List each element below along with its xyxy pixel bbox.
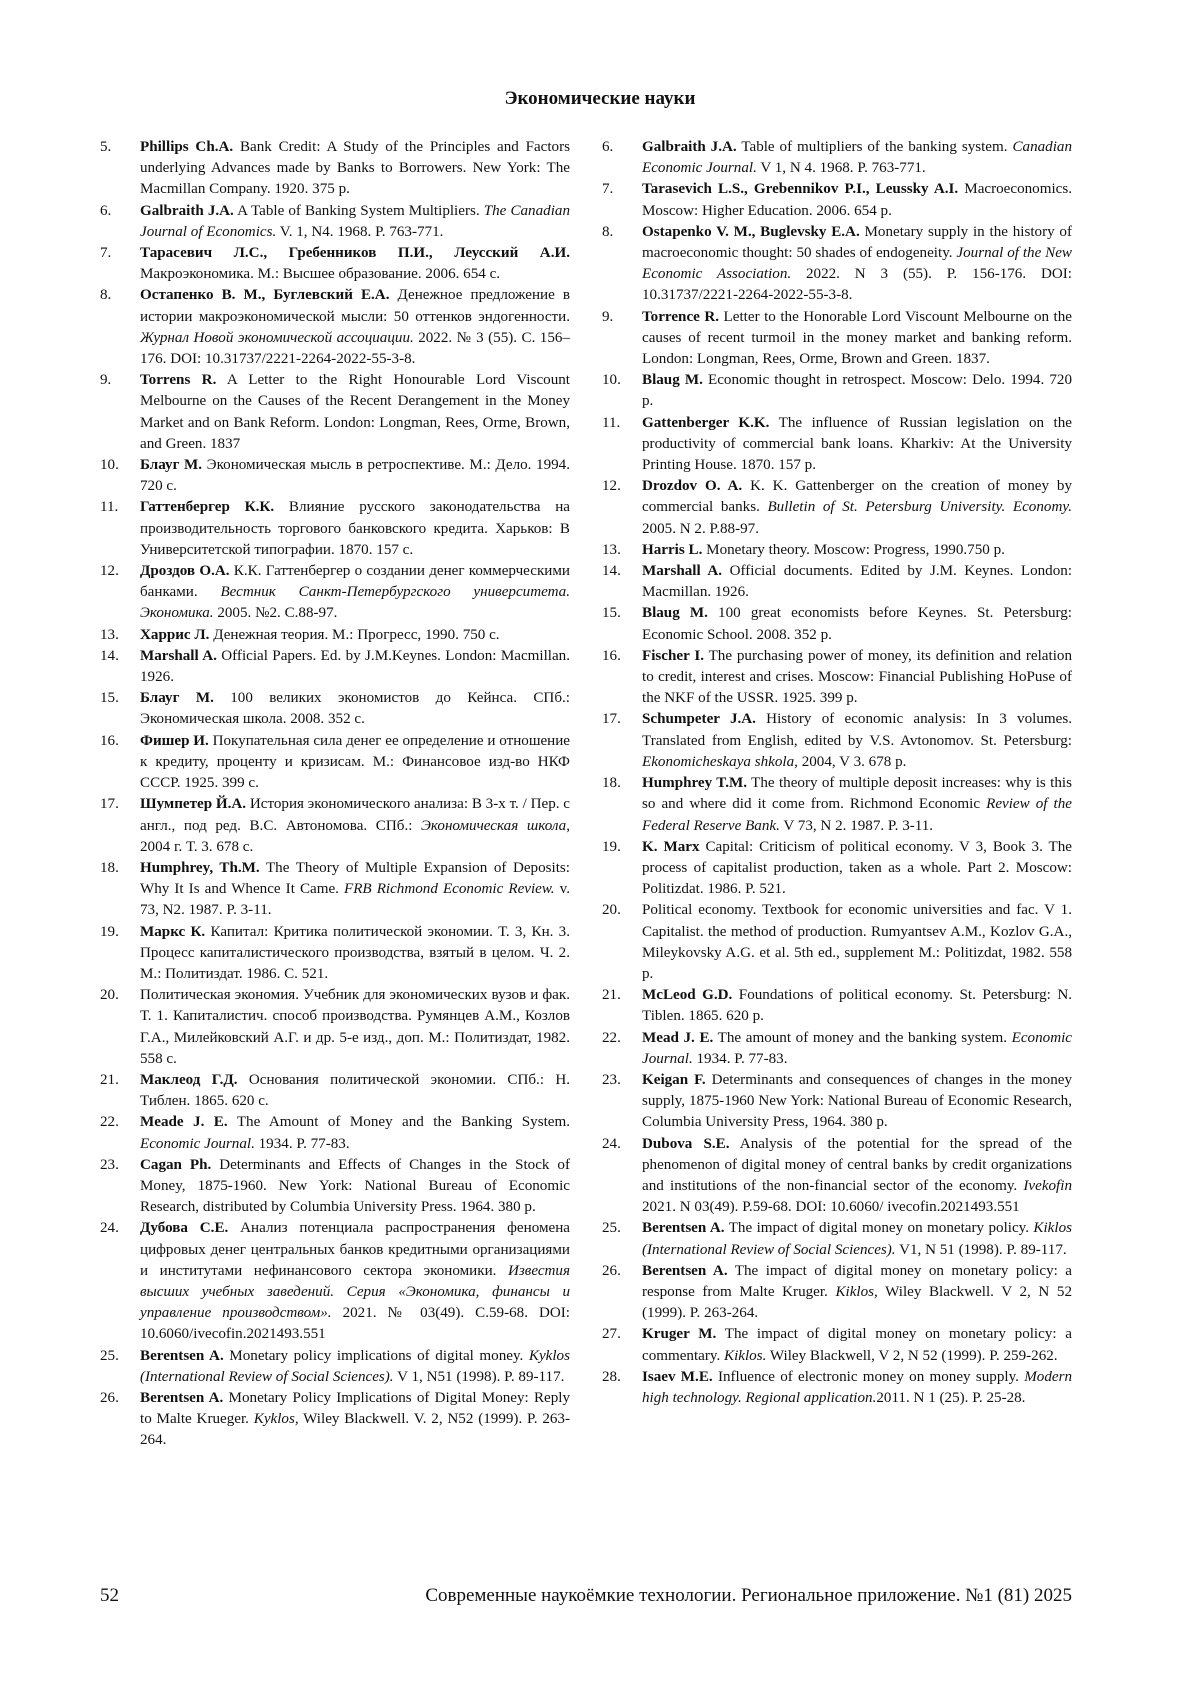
reference-source: Kiklos. xyxy=(724,1347,767,1364)
reference-source: Economic Journal. xyxy=(642,1029,1072,1067)
reference-number: 14. xyxy=(100,647,119,664)
reference-text: 2021. № 03(49). С.59-68. DOI: 10.6060/ivecofin.2021493.551 xyxy=(140,1305,570,1343)
reference-item xyxy=(602,137,1072,179)
reference-text: Анализ потенциала распространения феномена цифровых денег центральных банков кредитными организациями и институтами нефинансового сектора экономики. xyxy=(140,1220,570,1279)
reference-text: Monetary policy implications of digital money. xyxy=(223,1347,529,1364)
reference-text: Capital: Criticism of political economy. V 3, Book 3. The process of capitalist production, taken as a whole. Part 2. Moscow: Politizdat. 1986. P. 521. xyxy=(642,838,1072,898)
reference-source: Canadian Economic Journal. xyxy=(642,139,1072,177)
reference-item xyxy=(602,773,1072,837)
reference-item xyxy=(100,794,570,858)
reference-item xyxy=(602,413,1072,477)
reference-author: Маклеод Г.Д. xyxy=(140,1071,238,1088)
reference-number: 20. xyxy=(100,987,119,1004)
reference-text: Экономическая мысль в ретроспективе. М.: Дело. 1994. 720 с. xyxy=(140,457,570,495)
reference-number: 20. xyxy=(602,902,621,919)
reference-text: Letter to the Honorable Lord Viscount Melbourne on the causes of recent turmoil in the money market and banking reform. London: Longman, Rees, Orme, Brown and Green. 1837. xyxy=(642,308,1072,368)
reference-author: Humphrey, Th.M. xyxy=(140,859,260,876)
reference-source: Вестник Санкт-Петербургского университета. Экономика. xyxy=(140,584,570,622)
reference-number: 9. xyxy=(100,372,112,389)
reference-text: 2005. №2. С.88-97. xyxy=(213,605,338,622)
reference-author: Schumpeter J.A. xyxy=(642,711,756,728)
reference-text: History of economic analysis: In 3 volumes. Translated from English, edited by V.S. Avtonomov. St. Petersburg: xyxy=(642,711,1072,749)
reference-author: Torrence R. xyxy=(642,308,720,325)
section-title: Экономические науки xyxy=(504,88,696,109)
reference-author: Gattenberger K.K. xyxy=(642,414,770,431)
reference-author: Drozdov O. A. xyxy=(642,478,743,495)
reference-text: Покупательная сила денег ее определение и отношение к кредиту, проценту и кризисам. М.: Финансовое изд-во НКФ СССР. 1925. 399 с. xyxy=(140,732,570,792)
reference-text: 1934. P. 77-83. xyxy=(692,1050,788,1067)
reference-author: Блауг М. xyxy=(140,690,214,707)
reference-author: Blaug M. xyxy=(642,605,708,622)
reference-author: Ostapenko V. M., Buglevsky E.A. xyxy=(642,223,860,240)
reference-author: Шумпетер Й.А. xyxy=(140,796,247,813)
reference-number: 24. xyxy=(602,1135,621,1152)
reference-item xyxy=(602,561,1072,603)
reference-item xyxy=(100,137,570,201)
reference-source: Kyklos (International Review of Social Sciences). xyxy=(140,1347,570,1385)
reference-author: Marshall A. xyxy=(140,647,217,664)
reference-source: Review of the Federal Reserve Bank. xyxy=(642,796,1072,834)
reference-item xyxy=(100,922,570,986)
reference-text: The purchasing power of money, its definition and relation to credit, interest and crises. Moscow: Financial Publishing HoPuse of the NKF of the USSR. 1925. 399 p. xyxy=(642,647,1072,707)
reference-author: Fischer I. xyxy=(642,647,704,664)
reference-author: Blaug M. xyxy=(642,372,703,389)
reference-text: 2005. N 2. P.88-97. xyxy=(642,520,759,537)
reference-number: 8. xyxy=(602,223,614,240)
reference-text: Table of multipliers of the banking system. xyxy=(736,139,1013,155)
reference-text: 1934. P. 77-83. xyxy=(254,1135,350,1152)
reference-item xyxy=(602,646,1072,710)
reference-number: 28. xyxy=(602,1368,621,1385)
reference-text: , 2004, V 3. 678 p. xyxy=(794,753,907,770)
reference-item xyxy=(602,1324,1072,1366)
reference-text: Wiley Blackwell, V 2, N 52 (1999). P. 259-262. xyxy=(766,1347,1058,1364)
reference-item xyxy=(100,497,570,561)
reference-author: Galbraith J.A. xyxy=(642,139,737,155)
reference-number: 27. xyxy=(602,1326,621,1343)
reference-author: K. Marx xyxy=(642,838,700,855)
reference-author: Kruger M. xyxy=(642,1326,717,1343)
reference-text: 100 great economists before Keynes. St. Petersburg: Economic School. 2008. 352 p. xyxy=(642,605,1072,643)
reference-number: 18. xyxy=(602,775,621,792)
reference-author: Torrens R. xyxy=(140,372,217,389)
reference-text: Determinants and Effects of Changes in the Stock of Money, 1875-1960. New York: National Bureau of Economic Research, distributed by Columbia University Press. 1964. 380 p. xyxy=(140,1156,570,1216)
reference-text: К.К. Гаттенбергер о создании денег коммерческими банками. xyxy=(140,563,570,601)
reference-text: Foundations of political economy. St. Petersburg: N. Tiblen. 1865. 620 p. xyxy=(642,987,1072,1025)
reference-text: Official Papers. Ed. by J.M.Keynes. London: Macmillan. 1926. xyxy=(140,647,570,686)
reference-number: 10. xyxy=(100,457,119,474)
reference-item xyxy=(602,603,1072,645)
reference-number: 16. xyxy=(602,647,621,664)
reference-number: 22. xyxy=(100,1114,119,1131)
reference-text: Official documents. Edited by J.M. Keynes. London: Macmillan. 1926. xyxy=(642,563,1073,601)
reference-text: K. K. Gattenberger on the creation of money by commercial banks. xyxy=(642,478,1073,516)
reference-item xyxy=(100,1346,570,1388)
reference-item xyxy=(100,646,570,688)
reference-text: История экономического анализа: В 3-х т. / Пер. с англ., под ред. В.С. Автономова. СПб.: xyxy=(140,796,570,834)
reference-text: Политическая экономия. Учебник для экономических вузов и фак. Т. 1. Капиталистич. способ производства. Румянцев А.М., Козлов Г.А., Милейковский А.Г. и др. 5-е изд., доп. М.: Политиздат, 1982. 558 с. xyxy=(140,987,570,1067)
reference-item xyxy=(602,179,1072,221)
reference-number: 23. xyxy=(602,1071,621,1088)
reference-number: 10. xyxy=(602,372,621,389)
reference-text: Макроэкономика. М.: Высшее образование. 2006. 654 с. xyxy=(140,266,501,283)
reference-text: v. 73, N2. 1987. P. 3-11. xyxy=(140,881,570,919)
reference-text: Влияние русского законодательства на производительность торгового банковского кредита. Харьков: В Университетской типографии. 1870. 157 с. xyxy=(140,499,570,558)
reference-number: 13. xyxy=(602,541,621,558)
reference-text: The impact of digital money on monetary policy. xyxy=(724,1220,1034,1237)
reference-text: Macroeconomics. Moscow: Higher Education. 2006. 654 p. xyxy=(642,181,1072,219)
reference-number: 5. xyxy=(100,139,112,155)
reference-source: Economic Journal. xyxy=(140,1135,255,1152)
reference-text: Bank Credit: A Study of the Principles and Factors underlying Advances made by Banks to Borrowers. New York: The Macmillan Company. 1920. 375 p. xyxy=(140,139,570,198)
reference-text: Денежное предложение в истории макроэкономической мысли: 50 оттенков эндогенности. xyxy=(140,287,570,325)
reference-source: FRB Richmond Economic Review. xyxy=(343,881,555,898)
reference-text: 2022. N 3 (55). P. 156-176. DOI: 10.31737/2221-2264-2022-55-3-8. xyxy=(642,266,1072,304)
reference-author: Mead J. E. xyxy=(642,1029,714,1046)
reference-source: Kiklos (International Review of Social Sciences). xyxy=(642,1220,1072,1258)
reference-text: 2022. № 3 (55). С. 156–176. DOI: 10.31737/2221-2264-2022-55-3-8. xyxy=(140,329,570,368)
reference-item xyxy=(100,1070,570,1112)
reference-item xyxy=(602,985,1072,1027)
reference-author: Marshall A. xyxy=(642,563,723,580)
reference-author: Humphrey T.M. xyxy=(642,775,748,792)
reference-item xyxy=(100,625,570,646)
reference-number: 9. xyxy=(602,308,614,325)
reference-text: The Theory of Multiple Expansion of Deposits: Why It Is and Whence It Came. xyxy=(140,859,570,898)
reference-author: Berentsen A. xyxy=(140,1347,224,1364)
reference-text: V 1, N 4. 1968. P. 763-771. xyxy=(756,160,926,177)
reference-author: Harris L. xyxy=(642,541,703,558)
reference-number: 22. xyxy=(602,1029,621,1046)
reference-number: 17. xyxy=(100,796,119,813)
reference-item xyxy=(100,1218,570,1345)
reference-item xyxy=(602,540,1072,561)
reference-item xyxy=(100,285,570,370)
reference-item xyxy=(100,1155,570,1219)
reference-source: Bulletin of St. Petersburg University. Economy. xyxy=(767,499,1072,516)
reference-text: V 1, N51 (1998). P. 89-117. xyxy=(393,1368,565,1385)
reference-author: Тарасевич Л.С., Гребенников П.И., Леусский А.И. xyxy=(140,245,570,262)
reference-item xyxy=(100,561,570,625)
reference-source: Kiklos, xyxy=(835,1283,878,1300)
reference-author: Блауг М. xyxy=(140,457,203,474)
journal-title: Современные наукоёмкие технологии. Региональное приложение. №1 (81) 2025 xyxy=(425,1585,1072,1606)
reference-number: 25. xyxy=(602,1220,621,1237)
reference-text: The influence of Russian legislation on the productivity of commercial bank loans. Kharkiv: At the University Printing House. 1870. 157 p. xyxy=(642,414,1072,474)
reference-number: 12. xyxy=(602,478,621,495)
reference-item xyxy=(602,1028,1072,1070)
reference-item xyxy=(602,307,1072,371)
reference-number: 11. xyxy=(602,414,621,431)
reference-item xyxy=(100,985,570,1070)
references-right-column xyxy=(602,137,1072,1409)
reference-item xyxy=(602,1261,1072,1325)
reference-number: 7. xyxy=(100,245,112,262)
reference-source: Kyklos, xyxy=(253,1411,299,1428)
reference-number: 15. xyxy=(602,605,621,622)
reference-author: Berentsen A. xyxy=(140,1389,224,1406)
page-number: 52 xyxy=(100,1585,119,1606)
reference-item xyxy=(100,1388,570,1452)
reference-number: 18. xyxy=(100,859,119,876)
reference-author: Cagan Ph. xyxy=(140,1156,212,1173)
reference-item xyxy=(602,1367,1072,1409)
reference-text: The amount of money and the banking system. xyxy=(713,1029,1012,1046)
reference-text: V1, N 51 (1998). P. 89-117. xyxy=(895,1241,1067,1258)
reference-author: Isaev M.E. xyxy=(642,1368,713,1385)
reference-author: Phillips Ch.A. xyxy=(140,139,234,155)
reference-text: , 2004 г. Т. 3. 678 с. xyxy=(140,817,570,855)
reference-author: Дроздов О.А. xyxy=(140,563,230,580)
reference-text: Influence of electronic money on money supply. xyxy=(712,1368,1025,1385)
reference-number: 26. xyxy=(100,1389,119,1406)
reference-number: 25. xyxy=(100,1347,119,1364)
reference-number: 19. xyxy=(602,838,621,855)
reference-text: Monetary theory. Moscow: Progress, 1990.750 p. xyxy=(702,541,1005,558)
reference-author: Dubova S.E. xyxy=(642,1135,730,1152)
reference-text: Political economy. Textbook for economic universities and fac. V 1. Capitalist. the method of production. Rumyantsev A.M., Kozlov G.A., Mileykovsky A.G. et al. 5th ed., supplement M.: Politizdat, 1982. 558 p. xyxy=(642,902,1072,982)
reference-number: 23. xyxy=(100,1156,119,1173)
reference-text: 2011. N 1 (25). P. 25-28. xyxy=(876,1389,1026,1406)
reference-author: Keigan F. xyxy=(642,1071,706,1088)
reference-author: Galbraith J.A. xyxy=(140,202,234,219)
reference-number: 21. xyxy=(602,987,621,1004)
reference-text: A Table of Banking System Multipliers. xyxy=(233,202,484,219)
reference-author: Гаттенбергер К.К. xyxy=(140,499,275,516)
reference-source: The Canadian Journal of Economics. xyxy=(140,202,570,240)
reference-number: 15. xyxy=(100,690,119,707)
reference-number: 6. xyxy=(602,139,614,155)
reference-author: Berentsen A. xyxy=(642,1220,725,1237)
reference-item xyxy=(100,688,570,730)
reference-item xyxy=(100,370,570,455)
reference-text: Determinants and consequences of changes in the money supply, 1875-1960 New York: National Bureau of Economic Research, Columbia University Press, 1964. 380 p. xyxy=(642,1071,1072,1131)
reference-number: 24. xyxy=(100,1220,119,1237)
reference-text: V. 1, N4. 1968. P. 763-771. xyxy=(276,223,444,240)
reference-source: Modern high technology. Regional application. xyxy=(642,1368,1072,1406)
reference-author: Фишер И. xyxy=(140,732,209,749)
reference-text: Monetary Policy Implications of Digital Money: Reply to Malte Krueger. xyxy=(140,1389,571,1428)
reference-author: Маркс К. xyxy=(140,923,206,940)
reference-item xyxy=(100,243,570,285)
reference-item xyxy=(602,370,1072,412)
reference-source: Journal of the New Economic Association. xyxy=(642,245,1072,283)
reference-author: Meade J. E. xyxy=(140,1114,228,1131)
reference-text: Денежная теория. М.: Прогресс, 1990. 750 с. xyxy=(209,626,500,643)
reference-item xyxy=(602,837,1072,901)
reference-item xyxy=(100,731,570,795)
reference-author: McLeod G.D. xyxy=(642,987,733,1004)
reference-number: 17. xyxy=(602,711,621,728)
reference-text: The impact of digital money on monetary policy: a response from Malte Kruger. xyxy=(642,1262,1072,1300)
reference-number: 21. xyxy=(100,1071,119,1088)
reference-author: Tarasevich L.S., Grebennikov P.I., Leussky A.I. xyxy=(642,181,959,198)
reference-number: 26. xyxy=(602,1262,621,1279)
reference-number: 13. xyxy=(100,626,119,643)
reference-number: 7. xyxy=(602,181,614,198)
reference-text: Analysis of the potential for the spread of the phenomenon of digital money of central banks by credit organizations and institutions of the non-financial sector of the economy. xyxy=(642,1135,1072,1194)
reference-source: Известия высших учебных заведений. Серия «Экономика, финансы и управление производством». xyxy=(140,1262,570,1322)
reference-author: Харрис Л. xyxy=(140,626,210,643)
reference-item xyxy=(602,1070,1072,1134)
reference-item xyxy=(602,222,1072,307)
reference-number: 8. xyxy=(100,287,112,304)
reference-author: Berentsen A. xyxy=(642,1262,728,1279)
reference-text: The Amount of Money and the Banking System. xyxy=(227,1114,571,1131)
reference-item xyxy=(100,455,570,497)
reference-text: Основания политической экономии. СПб.: Н. Тиблен. 1865. 620 с. xyxy=(140,1071,570,1110)
reference-text: Economic thought in retrospect. Moscow: Delo. 1994. 720 p. xyxy=(642,372,1073,410)
reference-source: Ekonomicheskaya shkola xyxy=(642,753,795,770)
reference-number: 16. xyxy=(100,732,119,749)
references-left-column xyxy=(100,137,570,1452)
reference-text: Wiley Blackwell. V 2, N 52 (1999). P. 263-264. xyxy=(642,1283,1073,1322)
reference-number: 19. xyxy=(100,923,119,940)
reference-text: A Letter to the Right Honourable Lord Viscount Melbourne on the Causes of the Recent Derangement in the Money Market and on Bank Reform. London: Longman, Rees, Orme, Brown, and Green. 1837 xyxy=(140,372,570,452)
reference-text: V 73, N 2. 1987. P. 3-11. xyxy=(779,817,934,834)
reference-author: Дубова С.Е. xyxy=(140,1220,229,1237)
reference-number: 14. xyxy=(602,563,621,580)
reference-source: Ivekofin xyxy=(1023,1177,1072,1194)
reference-number: 6. xyxy=(100,202,112,219)
reference-item xyxy=(602,709,1072,773)
reference-item xyxy=(602,476,1072,540)
reference-text: Wiley Blackwell. V. 2, N52 (1999). P. 263-264. xyxy=(140,1411,570,1449)
reference-item xyxy=(602,1218,1072,1260)
reference-text: Капитал: Критика политической экономии. Т. 3, Кн. 3. Процесс капиталистического производства, взятый в целом. Ч. 2. М.: Политиздат. 1986. С. 521. xyxy=(140,923,570,982)
reference-source: Журнал Новой экономической ассоциации. xyxy=(140,329,414,346)
reference-author: Остапенко В. М., Буглевский Е.А. xyxy=(140,287,390,304)
reference-text: Monetary supply in the history of macroeconomic thought: 50 shades of endogeneity. xyxy=(642,223,1072,262)
reference-item xyxy=(100,201,570,243)
reference-text: 100 великих экономистов до Кейнса. СПб.: Экономическая школа. 2008. 352 с. xyxy=(140,690,570,728)
reference-item xyxy=(602,1134,1072,1219)
reference-item xyxy=(100,1112,570,1154)
reference-item xyxy=(100,858,570,922)
reference-number: 12. xyxy=(100,563,119,580)
reference-source: Экономическая школа xyxy=(421,817,567,834)
reference-text: The theory of multiple deposit increases: why is this so and where did it come from. Richmond Economic xyxy=(642,775,1072,813)
reference-text: The impact of digital money on monetary policy: a commentary. xyxy=(642,1326,1072,1364)
reference-number: 11. xyxy=(100,499,119,516)
reference-text: 2021. N 03(49). P.59-68. DOI: 10.6060/ ivecofin.2021493.551 xyxy=(642,1199,1020,1216)
reference-item xyxy=(602,900,1072,985)
